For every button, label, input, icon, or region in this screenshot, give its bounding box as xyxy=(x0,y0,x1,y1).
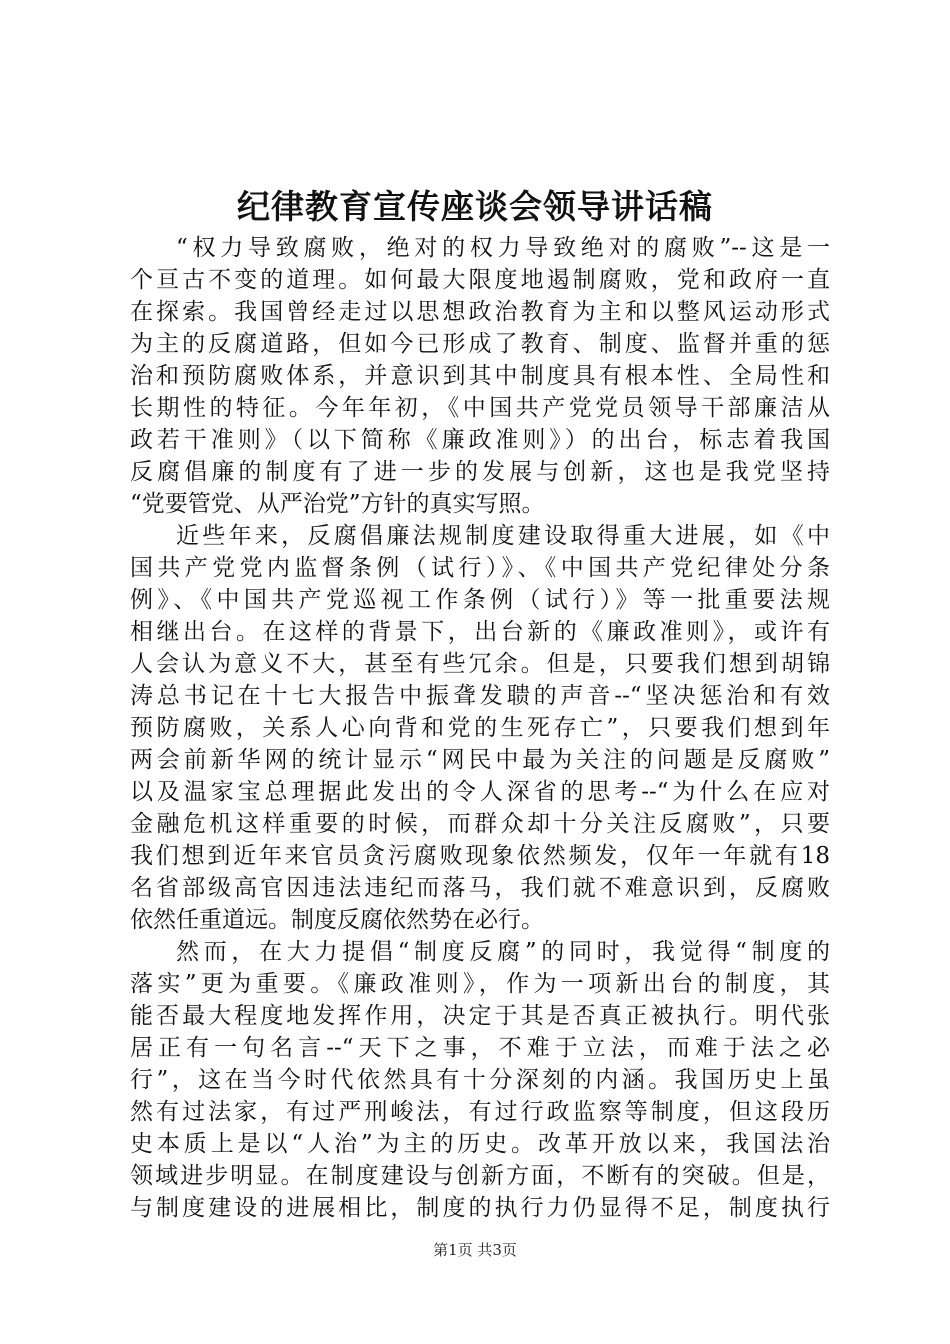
text-line: 依然任重道远。制度反腐依然势在必行。 xyxy=(130,907,544,933)
paragraph-1 xyxy=(130,232,830,520)
page-number-footer: 第1页 共3页 xyxy=(433,1241,517,1259)
text-line: 然有过法家，有过严刑峻法，有过行政监察等制度，但这段历 xyxy=(130,1099,830,1125)
text-line: 史本质上是以“人治”为主的历史。改革开放以来，我国法治 xyxy=(130,1131,830,1157)
text-line: 例》、《中国共产党巡视工作条例（试行）》等一批重要法规 xyxy=(130,587,830,613)
document-body xyxy=(130,232,830,1224)
text-line: 两会前新华网的统计显示“网民中最为关注的问题是反腐败” xyxy=(130,747,830,773)
text-line: 近些年来，反腐倡廉法规制度建设取得重大进展，如《中 xyxy=(176,523,830,549)
document-title: 纪律教育宣传座谈会领导讲话稿 xyxy=(237,187,713,226)
text-line: 人会认为意义不大，甚至有些冗余。但是，只要我们想到胡锦 xyxy=(130,651,830,677)
text-line: 预防腐败，关系人心向背和党的生死存亡”，只要我们想到年 xyxy=(130,715,830,741)
text-line: 治和预防腐败体系，并意识到其中制度具有根本性、全局性和 xyxy=(130,363,830,389)
paragraph-2 xyxy=(130,520,830,936)
text-line: 在探索。我国曾经走过以思想政治教育为主和以整风运动形式 xyxy=(130,299,830,325)
text-line: “党要管党、从严治党”方针的真实写照。 xyxy=(130,491,545,517)
text-line: 行”，这在当今时代依然具有十分深刻的内涵。我国历史上虽 xyxy=(130,1067,830,1093)
text-line: 相继出台。在这样的背景下，出台新的《廉政准则》，或许有 xyxy=(130,619,830,645)
text-line: 落实”更为重要。《廉政准则》，作为一项新出台的制度，其 xyxy=(130,971,830,997)
text-line: 领域进步明显。在制度建设与创新方面，不断有的突破。但是， xyxy=(130,1163,830,1189)
text-line: 政若干准则》（以下简称《廉政准则》）的出台，标志着我国 xyxy=(130,427,830,453)
text-line: 然而，在大力提倡“制度反腐”的同时，我觉得“制度的 xyxy=(176,939,830,965)
text-line: 名省部级高官因违法违纪而落马，我们就不难意识到，反腐败 xyxy=(130,875,830,901)
paragraph-3 xyxy=(130,936,830,1224)
text-line: 金融危机这样重要的时候，而群众却十分关注反腐败”，只要 xyxy=(130,811,830,837)
text-line: 涛总书记在十七大报告中振聋发聩的声音--“坚决惩治和有效 xyxy=(130,683,830,709)
text-line: 与制度建设的进展相比，制度的执行力仍显得不足，制度执行 xyxy=(130,1195,830,1221)
text-line: 以及温家宝总理据此发出的令人深省的思考--“为什么在应对 xyxy=(130,779,830,805)
text-line: 国共产党党内监督条例（试行）》、《中国共产党纪律处分条 xyxy=(130,555,830,581)
text-line: “权力导致腐败，绝对的权力导致绝对的腐败”--这是一 xyxy=(176,235,830,261)
text-line: 居正有一句名言--“天下之事，不难于立法，而难于法之必 xyxy=(130,1035,830,1061)
text-line: 个亘古不变的道理。如何最大限度地遏制腐败，党和政府一直 xyxy=(130,267,830,293)
text-line: 反腐倡廉的制度有了进一步的发展与创新，这也是我党坚持 xyxy=(130,459,830,485)
text-line: 为主的反腐道路，但如今已形成了教育、制度、监督并重的惩 xyxy=(130,331,830,357)
text-line: 能否最大程度地发挥作用，决定于其是否真正被执行。明代张 xyxy=(130,1003,830,1029)
text-line: 长期性的特征。今年年初，《中国共产党党员领导干部廉洁从 xyxy=(130,395,830,421)
text-line: 我们想到近年来官员贪污腐败现象依然频发，仅年一年就有18 xyxy=(130,843,830,869)
